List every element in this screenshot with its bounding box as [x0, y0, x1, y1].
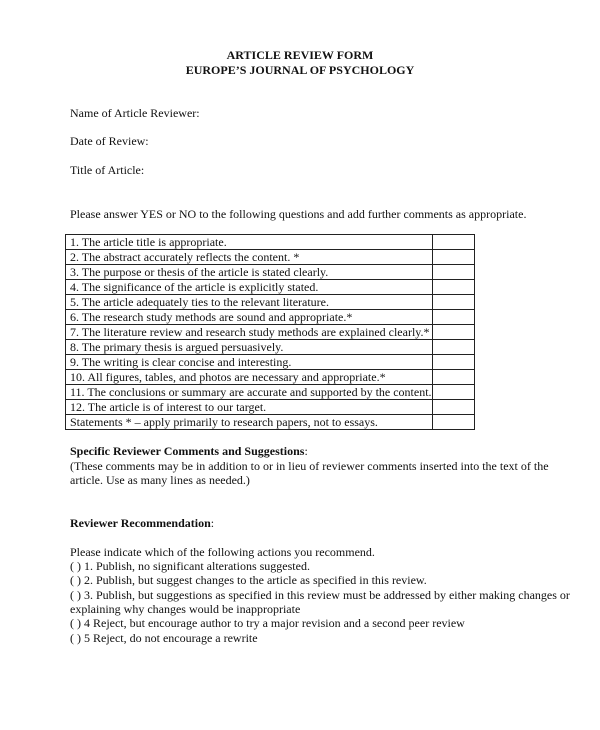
answer-cell[interactable] [432, 340, 474, 355]
answer-cell[interactable] [432, 265, 474, 280]
answer-cell[interactable] [432, 250, 474, 265]
table-row [66, 325, 475, 340]
table-row [66, 415, 475, 430]
comments-note-line2: article. Use as many lines as needed.) [70, 473, 250, 487]
question-text: 2. The abstract accurately reflects the content. * [66, 250, 433, 265]
answer-cell[interactable] [432, 370, 474, 385]
table-row [66, 355, 475, 370]
question-text: Statements * – apply primarily to research papers, not to essays. [66, 415, 433, 430]
review-date-label: Date of Review: [70, 134, 149, 148]
answer-cell[interactable] [432, 400, 474, 415]
question-text: 7. The literature review and research study methods are explained clearly.* [66, 325, 433, 340]
table-row [66, 250, 475, 265]
table-row [66, 235, 475, 250]
answer-cell[interactable] [432, 355, 474, 370]
table-row [66, 295, 475, 310]
table-row [66, 340, 475, 355]
recommendation-option-3[interactable]: ( ) 3. Publish, but suggestions as specified in this review must be addressed by either making changes or [70, 588, 570, 602]
answer-cell[interactable] [432, 415, 474, 430]
journal-title: EUROPE’S JOURNAL OF PSYCHOLOGY [185, 63, 415, 77]
comments-heading [70, 444, 308, 459]
article-title-label: Title of Article: [70, 163, 145, 177]
table-row [66, 385, 475, 400]
answer-cell[interactable] [432, 310, 474, 325]
recommendation-option-1[interactable]: ( ) 1. Publish, no significant alterations suggested. [70, 559, 310, 573]
comments-heading-text: Specific Reviewer Comments and Suggestions [70, 444, 305, 458]
table-row [66, 400, 475, 415]
answer-cell[interactable] [432, 325, 474, 340]
recommendation-option-4[interactable]: ( ) 4 Reject, but encourage author to try a major revision and a second peer review [70, 616, 465, 630]
recommendation-option-3-cont: explaining why changes would be inappropriate [70, 602, 301, 616]
question-text: 12. The article is of interest to our target. [66, 400, 433, 415]
answer-cell[interactable] [432, 280, 474, 295]
table-row [66, 265, 475, 280]
table-row [66, 280, 475, 295]
answer-cell[interactable] [432, 295, 474, 310]
question-text: 5. The article adequately ties to the relevant literature. [66, 295, 433, 310]
table-row [66, 310, 475, 325]
question-text: 6. The research study methods are sound and appropriate.* [66, 310, 433, 325]
question-text: 4. The significance of the article is explicitly stated. [66, 280, 433, 295]
question-text: 10. All figures, tables, and photos are necessary and appropriate.* [66, 370, 433, 385]
questions-table [65, 234, 475, 430]
recommendation-heading [70, 516, 214, 531]
recommendation-heading-text: Reviewer Recommendation [70, 516, 211, 530]
question-text: 11. The conclusions or summary are accurate and supported by the content. [66, 385, 433, 400]
recommendation-colon: : [210, 516, 215, 530]
question-text: 8. The primary thesis is argued persuasively. [66, 340, 433, 355]
answer-cell[interactable] [432, 385, 474, 400]
instructions: Please answer YES or NO to the following questions and add further comments as appropriate. [70, 207, 527, 221]
comments-colon: : [304, 444, 308, 458]
recommendation-option-2[interactable]: ( ) 2. Publish, but suggest changes to the article as specified in this review. [70, 573, 427, 587]
recommendation-option-5[interactable]: ( ) 5 Reject, do not encourage a rewrite [70, 631, 258, 645]
question-text: 9. The writing is clear concise and interesting. [66, 355, 433, 370]
recommendation-intro: Please indicate which of the following actions you recommend. [70, 545, 375, 559]
table-row [66, 370, 475, 385]
reviewer-name-label: Name of Article Reviewer: [70, 106, 200, 120]
question-text: 3. The purpose or thesis of the article is stated clearly. [66, 265, 433, 280]
question-text: 1. The article title is appropriate. [66, 235, 433, 250]
form-title: ARTICLE REVIEW FORM [226, 48, 374, 62]
answer-cell[interactable] [432, 235, 474, 250]
comments-note-line1: (These comments may be in addition to or in lieu of reviewer comments inserted into the text of the [70, 459, 549, 473]
